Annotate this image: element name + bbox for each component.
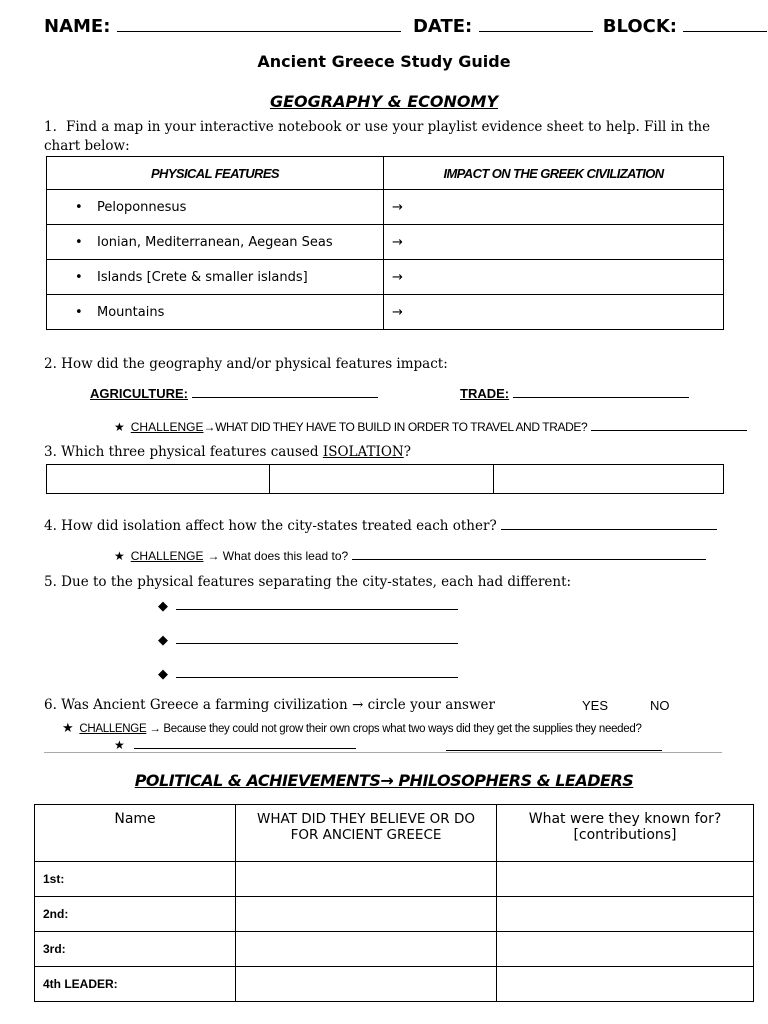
challenge-text: → Because they could not grow their own crops what two ways did they get the supplies they needed? — [149, 723, 642, 735]
trade-field[interactable] — [513, 397, 689, 398]
column-header-name: Name — [35, 805, 236, 862]
beliefs-cell[interactable] — [236, 897, 497, 932]
q6-answer-field-1[interactable] — [134, 748, 356, 749]
table-row — [35, 897, 754, 932]
challenge-label: CHALLENGE — [79, 723, 147, 735]
yes-option[interactable]: YES — [582, 698, 609, 713]
diamond-icon: ◆ — [158, 632, 168, 647]
row-label: 1st: — [35, 862, 236, 897]
arrow-icon: → — [392, 269, 403, 285]
feature-cell — [47, 225, 384, 260]
isolation-cell-1[interactable] — [47, 465, 270, 494]
beliefs-cell[interactable] — [236, 932, 497, 967]
known-for-cell[interactable] — [497, 897, 754, 932]
challenge-answer-field[interactable] — [352, 559, 706, 560]
date-label: DATE: — [412, 16, 473, 37]
feature-cell — [47, 260, 384, 295]
feature-cell — [47, 295, 384, 330]
philosophers-leaders-table — [34, 804, 754, 1002]
impact-cell[interactable] — [384, 295, 724, 330]
question-3-end: ? — [403, 444, 411, 460]
no-option[interactable]: NO — [650, 698, 670, 713]
arrow-icon: → — [392, 304, 403, 320]
question-3 — [44, 444, 411, 460]
feature-label: Islands [Crete & smaller islands] — [97, 269, 308, 285]
question-1-number: 1. — [44, 119, 57, 135]
page-title: Ancient Greece Study Guide — [257, 52, 511, 71]
table-row — [47, 225, 724, 260]
q6-answer-field-2[interactable] — [446, 750, 662, 751]
question-4 — [44, 518, 717, 534]
row-label: 3rd: — [35, 932, 236, 967]
row-label: 2nd: — [35, 897, 236, 932]
q5-answer-field-2[interactable] — [176, 643, 458, 644]
question-5-text: 5. Due to the physical features separating the city-states, each had different: — [44, 574, 572, 590]
column-header-physical-features: PHYSICAL FEATURES — [47, 157, 384, 190]
challenge-label: CHALLENGE — [130, 420, 204, 434]
feature-cell — [47, 190, 384, 225]
isolation-cell-3[interactable] — [493, 465, 723, 494]
star-icon: ★ — [114, 549, 125, 563]
column-header-beliefs: WHAT DID THEY BELIEVE OR DO FOR ANCIENT GREECE — [236, 805, 497, 862]
block-field[interactable] — [683, 31, 767, 32]
agriculture-label: AGRICULTURE: — [90, 386, 188, 401]
table-header-row — [47, 157, 724, 190]
impact-cell[interactable] — [384, 190, 724, 225]
section-divider — [44, 752, 722, 753]
date-field[interactable] — [479, 31, 593, 32]
column-header-impact: IMPACT ON THE GREEK CIVILIZATION — [384, 157, 724, 190]
header-row — [44, 16, 767, 37]
agriculture-field[interactable] — [192, 397, 378, 398]
q2-challenge-row — [114, 420, 747, 434]
challenge-label: CHALLENGE — [130, 549, 204, 563]
name-label: NAME: — [44, 16, 111, 37]
feature-label: Ionian, Mediterranean, Aegean Seas — [97, 234, 333, 250]
known-for-cell[interactable] — [497, 862, 754, 897]
q4-challenge-row — [114, 549, 706, 563]
physical-features-table — [46, 156, 724, 330]
q5-answer-field-3[interactable] — [176, 677, 458, 678]
known-for-cell[interactable] — [497, 932, 754, 967]
question-3-text: 3. Which three physical features caused — [44, 444, 323, 460]
section-geography-title: GEOGRAPHY & ECONOMY — [269, 92, 499, 111]
question-4-text: 4. How did isolation affect how the city-states treated each other? — [44, 518, 497, 534]
star-icon: ★ — [114, 420, 125, 434]
diamond-icon: ◆ — [158, 598, 168, 613]
row-label: 4th LEADER: — [35, 967, 236, 1002]
q5-answer-3 — [158, 666, 458, 682]
q5-answer-2 — [158, 632, 458, 648]
table-row — [35, 932, 754, 967]
challenge-answer-field[interactable] — [591, 430, 747, 431]
beliefs-cell[interactable] — [236, 862, 497, 897]
table-row — [35, 967, 754, 1002]
impact-cell[interactable] — [384, 260, 724, 295]
bullet-icon: • — [75, 199, 83, 215]
star-icon: ★ — [114, 738, 125, 752]
beliefs-cell[interactable] — [236, 967, 497, 1002]
table-row — [47, 260, 724, 295]
bullet-icon: • — [75, 234, 83, 250]
feature-label: Peloponnesus — [97, 199, 187, 215]
star-icon: ★ — [62, 720, 74, 735]
block-label: BLOCK: — [602, 16, 677, 37]
isolation-features-table — [46, 464, 724, 494]
isolation-word: ISOLATION — [322, 444, 404, 460]
name-field[interactable] — [117, 31, 401, 32]
question-4-field[interactable] — [501, 529, 717, 530]
section-political-title: POLITICAL & ACHIEVEMENTS→ PHILOSOPHERS & LEADERS — [134, 771, 634, 790]
q6-challenge-row — [62, 720, 642, 736]
table-header-row — [35, 805, 754, 862]
arrow-icon: → — [392, 234, 403, 250]
question-1-text: Find a map in your interactive notebook or use your playlist evidence sheet to help. Fill in the chart below: — [44, 119, 711, 154]
feature-label: Mountains — [97, 304, 165, 320]
diamond-icon: ◆ — [158, 666, 168, 681]
challenge-text: → What does this lead to? — [207, 549, 349, 563]
impact-cell[interactable] — [384, 225, 724, 260]
table-row — [47, 465, 724, 494]
isolation-cell-2[interactable] — [270, 465, 493, 494]
known-for-cell[interactable] — [497, 967, 754, 1002]
column-header-known-for: What were they known for? [contributions] — [497, 805, 754, 862]
trade-label: TRADE: — [460, 386, 510, 401]
table-row — [47, 190, 724, 225]
table-row — [47, 295, 724, 330]
arrow-icon: → — [392, 199, 403, 215]
q6-answer-row — [114, 738, 356, 752]
agriculture-row — [90, 386, 378, 401]
challenge-text: →WHAT DID THEY HAVE TO BUILD IN ORDER TO TRAVEL AND TRADE? — [203, 420, 588, 434]
trade-row — [460, 386, 689, 401]
table-row — [35, 862, 754, 897]
question-6-text: 6. Was Ancient Greece a farming civilization → circle your answer — [44, 697, 495, 713]
bullet-icon: • — [75, 269, 83, 285]
q5-answer-1 — [158, 598, 458, 614]
question-2-text: 2. How did the geography and/or physical features impact: — [44, 356, 448, 372]
q6-answer-field-2-wrap — [446, 738, 662, 756]
q5-answer-field-1[interactable] — [176, 609, 458, 610]
question-1 — [44, 118, 734, 156]
bullet-icon: • — [75, 304, 83, 320]
